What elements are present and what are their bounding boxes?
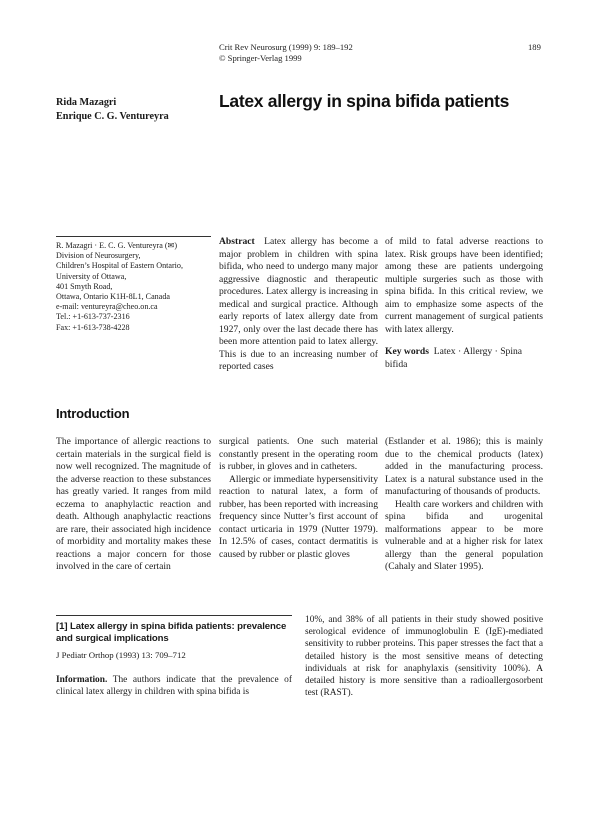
affiliation-fax: Fax: +1-613-738-4228 bbox=[56, 322, 130, 332]
reference-continuation bbox=[305, 614, 543, 699]
intro-paragraph: surgical patients. One such material constantly present in the operating room is rubber, in gloves and in catheters. bbox=[219, 436, 378, 472]
affiliation-phone: Tel.: +1-613-737-2316 bbox=[56, 312, 130, 322]
abstract-text: Latex allergy has become a major problem in children with spina bifida, who need to undergo many major aggressive diagnostic and therapeutic procedures. Latex allergy is increasing in medical and surgical practice. Although early reports of latex allergy date from 1927, only over the last decade there has been more attention paid to latex allergy. This is due to an increasing number of reported cases bbox=[219, 236, 378, 372]
abstract-label: Abstract bbox=[219, 236, 255, 247]
reference-source: J Pediatr Orthop (1993) 13: 709–712 bbox=[56, 650, 186, 660]
affiliation-line: Ottawa, Ontario K1H-8L1, Canada bbox=[56, 292, 170, 302]
keywords-line bbox=[385, 346, 543, 371]
copyright-line: © Springer-Verlag 1999 bbox=[219, 53, 302, 63]
reference-title: [1] Latex allergy in spina bifida patients: prevalence and surgical implications bbox=[56, 621, 287, 644]
intro-paragraph: (Estlander et al. 1986); this is mainly due to the chemical products (latex) added in the manufacturing process. Latex is a natural substance used in the manufacturing of thousands of products. bbox=[385, 436, 543, 497]
article-title: Latex allergy in spina bifida patients bbox=[219, 91, 510, 111]
intro-column-3 bbox=[385, 436, 543, 574]
affiliation-line: Children’s Hospital of Eastern Ontario, bbox=[56, 261, 184, 271]
affiliation-line: 401 Smyth Road, bbox=[56, 281, 113, 291]
info-label: Information. bbox=[56, 675, 108, 685]
author-name: Enrique C. G. Ventureyra bbox=[56, 111, 169, 122]
affiliation-block bbox=[56, 241, 216, 333]
author-name: Rida Mazagri bbox=[56, 97, 117, 108]
page-number: 189 bbox=[528, 42, 541, 52]
intro-column-2 bbox=[219, 436, 378, 561]
keywords-value: Latex · Allergy · Spina bifida bbox=[385, 346, 523, 370]
info-text: The authors indicate that the prevalence of clinical latex allergy in children with spina bifida is bbox=[56, 675, 292, 698]
journal-citation: Crit Rev Neurosurg (1999) 9: 189–192 bbox=[219, 42, 353, 52]
abstract-column-2 bbox=[385, 236, 543, 371]
affiliation-rule bbox=[56, 236, 211, 237]
intro-paragraph: Health care workers and children with spina bifida and urogenital malformations appear to be more vulnerable and at a higher risk for latex allergy than the general population (Cahaly and Slater 1995). bbox=[385, 498, 543, 572]
affiliation-line: University of Ottawa, bbox=[56, 271, 127, 281]
affiliation-email: e-mail: ventureyra@cheo.on.ca bbox=[56, 302, 158, 312]
reference-info bbox=[56, 674, 292, 698]
section-heading: Introduction bbox=[56, 406, 130, 421]
reference-text: 10%, and 38% of all patients in their study showed positive serological evidence of immunoglobulin E (IgE)-mediated sensitivity to rubber proteins. This paper stresses the fact that a detailed history is the most sensitive means of detecting individuals at risk for anaphylaxis (sensitivity 100%). A detailed history is more sensitive than a radioallergosorbent test (RAST). bbox=[305, 615, 543, 699]
abstract-text: of mild to fatal adverse reactions to latex. Risk groups have been identified; among these are patients undergoing multiple surgeries such as those with spina bifida. In this critical review, we aim to emphasize some aspects of the current management of surgical patients with latex allergy. bbox=[385, 236, 543, 335]
affiliation-line: R. Mazagri · E. C. G. Ventureyra (✉) bbox=[56, 241, 178, 250]
intro-column-1 bbox=[56, 436, 211, 574]
intro-paragraph: Allergic or immediate hypersensitivity reaction to natural latex, a form of rubber, has been reported with increasing frequency since Nutter’s first account of contact urticaria in 1979 (Nutter 1979). In 12.5% of cases, contact dermatitis is caused by rubber or plastic gloves bbox=[219, 473, 378, 560]
reference-rule bbox=[56, 615, 292, 616]
affiliation-line: Division of Neurosurgery, bbox=[56, 251, 141, 261]
keywords-label: Key words bbox=[385, 346, 429, 357]
intro-paragraph: The importance of allergic reactions to certain materials in the surgical field is now well recognized. The magnitude of the adverse reaction to these substances has greatly varied. It ranges from mild eczema to anaphylactic reaction and death. Although anaphylactic reactions are rare, their associated high incidence of morbidity and mortality makes these reactions a major concern for those involved in the care of certain bbox=[56, 436, 211, 572]
abstract-column-1 bbox=[219, 236, 378, 374]
